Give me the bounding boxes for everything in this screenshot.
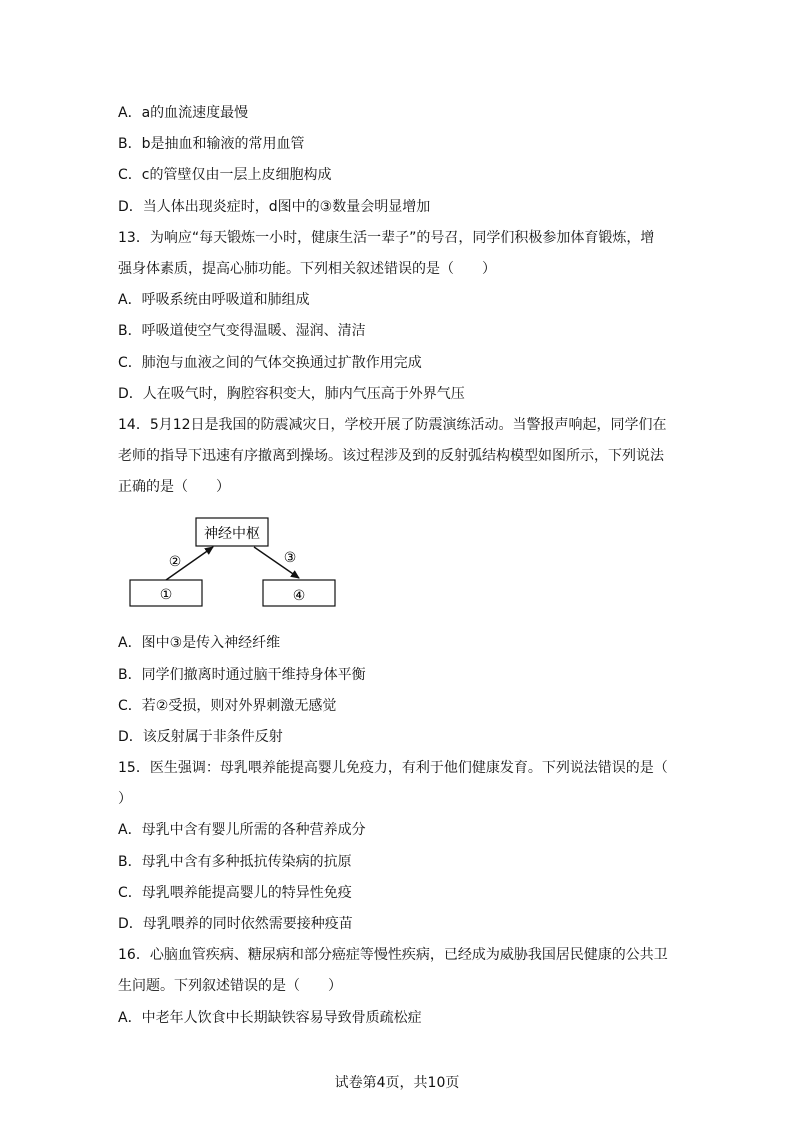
option-d-q12: D．当人体出现炎症时，d图中的③数量会明显增加: [118, 199, 431, 215]
option-a-q16: A．中老年人饮食中长期缺铁容易导致骨质疏松症: [118, 1010, 422, 1026]
question-14-line-2: 老师的指导下迅速有序撤离到操场。该过程涉及到的反射弧结构模型如图所示，下列说法: [118, 448, 664, 464]
question-15-line-2: ）: [118, 791, 132, 807]
question-16-line-1: 16．心脑血管疾病、糖尿病和部分癌症等慢性疾病，已经成为威胁我国居民健康的公共卫: [118, 947, 668, 963]
afferent-label: ②: [168, 554, 182, 570]
question-13-line-1: 13．为响应“每天锻炼一小时，健康生活一辈子”的号召，同学们积极参加体育锻炼，增: [118, 230, 655, 246]
option-a-q12: A．a的血流速度最慢: [118, 105, 249, 121]
option-b-q14: B．同学们撤离时通过脑干维持身体平衡: [118, 667, 366, 683]
option-b-q12: B．b是抽血和输液的常用血管: [118, 136, 305, 152]
option-c-q15: C．母乳喂养能提高婴儿的特异性免疫: [118, 885, 352, 901]
option-b-q13: B．呼吸道使空气变得温暖、湿润、清洁: [118, 323, 366, 339]
question-14-line-3: 正确的是（ ）: [118, 479, 230, 495]
question-13-line-2: 强身体素质，提高心肺功能。下列相关叙述错误的是（ ）: [118, 261, 496, 277]
option-d-q14: D．该反射属于非条件反射: [118, 729, 283, 745]
option-c-q14: C．若②受损，则对外界刺激无感觉: [118, 698, 337, 714]
option-a-q14: A．图中③是传入神经纤维: [118, 635, 281, 651]
question-16-line-2: 生问题。下列叙述错误的是（ ）: [118, 978, 342, 994]
question-14-line-1: 14．5月12日是我国的防震减灾日，学校开展了防震演练活动。当警报声响起，同学们在: [118, 417, 667, 433]
option-c-q12: C．c的管壁仅由一层上皮细胞构成: [118, 167, 332, 183]
option-d-q15: D．母乳喂养的同时依然需要接种疫苗: [118, 916, 353, 932]
option-c-q13: C．肺泡与血液之间的气体交换通过扩散作用完成: [118, 355, 422, 371]
option-d-q13: D．人在吸气时，胸腔容积变大，肺内气压高于外界气压: [118, 386, 465, 402]
effector-label: ④: [292, 588, 306, 604]
question-15-line-1: 15．医生强调：母乳喂养能提高婴儿免疫力，有利于他们健康发育。下列说法错误的是（: [118, 760, 668, 776]
option-b-q15: B．母乳中含有多种抵抗传染病的抗原: [118, 854, 352, 870]
receptor-label: ①: [159, 587, 173, 603]
option-a-q15: A．母乳中含有婴儿所需的各种营养成分: [118, 822, 366, 838]
option-a-q13: A．呼吸系统由呼吸道和肺组成: [118, 292, 310, 308]
page-footer: 试卷第4页，共10页: [334, 1075, 460, 1091]
efferent-label: ③: [283, 550, 297, 566]
reflex-arc-diagram: [118, 516, 358, 616]
nerve-center-label: 神经中枢: [204, 526, 260, 542]
